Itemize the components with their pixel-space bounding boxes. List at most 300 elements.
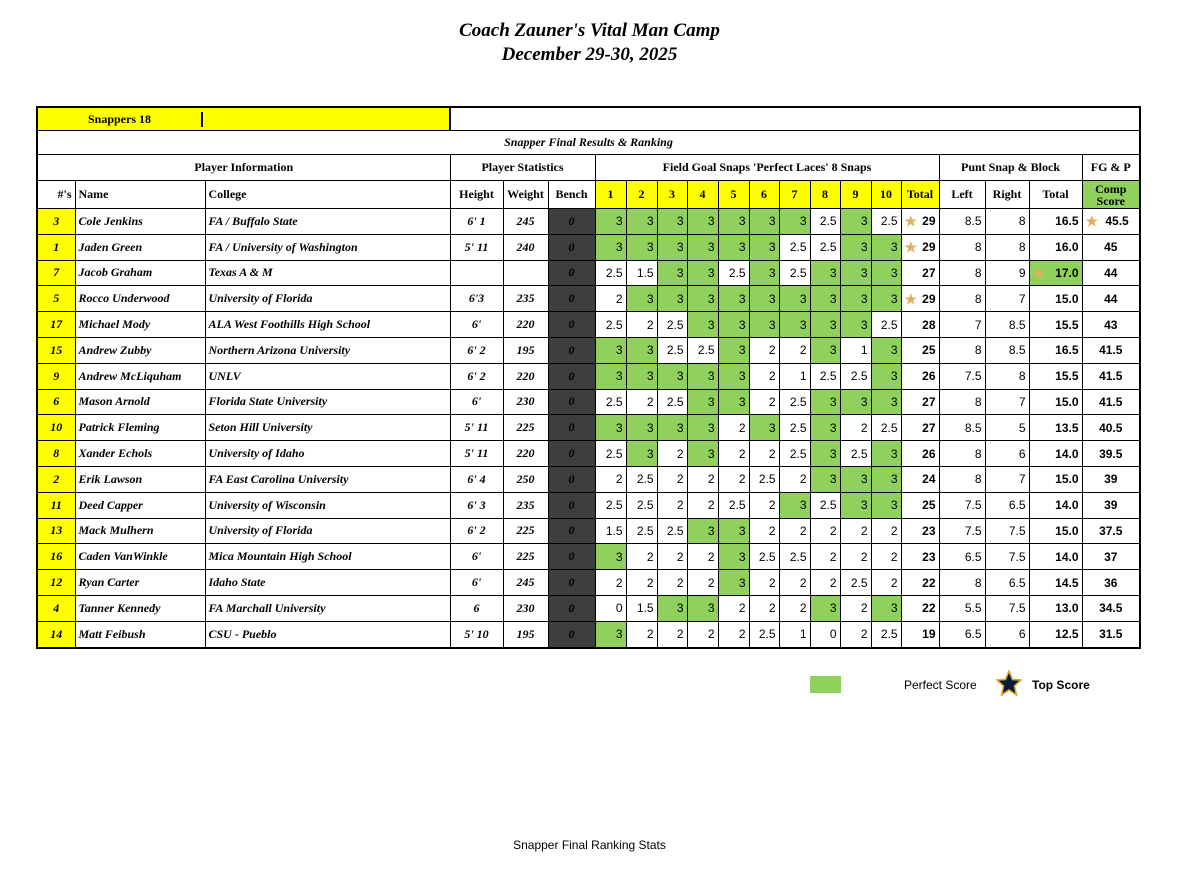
punt-total-value: 14.0	[1055, 446, 1079, 461]
comp-score-value: 37.5	[1099, 523, 1123, 538]
punt-total	[1029, 492, 1082, 518]
snap-score: 2	[779, 337, 810, 363]
snap-score: 3	[810, 337, 840, 363]
snap-score: 2	[749, 518, 779, 544]
punt-right: 6.5	[985, 492, 1029, 518]
snap-score: 2.5	[657, 389, 687, 415]
player-bench: 0	[548, 415, 595, 441]
snap-score: 2.5	[810, 234, 840, 260]
snap-score: 3	[810, 389, 840, 415]
player-college: University of Wisconsin	[205, 492, 450, 518]
section-fgp: FG & P	[1082, 155, 1140, 181]
col-comp-label-1: Comp	[1095, 181, 1127, 196]
snap-score: 3	[595, 337, 626, 363]
punt-total-value: 15.0	[1055, 291, 1079, 306]
snap-score: 3	[840, 209, 871, 235]
comp-score-value: 39	[1104, 498, 1118, 513]
player-rank-number: 15	[37, 337, 75, 363]
snap-score: 2.5	[749, 466, 779, 492]
snap-score: 2	[749, 492, 779, 518]
player-rank-number: 11	[37, 492, 75, 518]
comp-score-value: 45.5	[1105, 214, 1129, 229]
punt-left: 6.5	[939, 621, 985, 647]
punt-total	[1029, 209, 1082, 235]
snap-score: 2	[779, 466, 810, 492]
comp-score	[1082, 621, 1140, 647]
snap-score: 2	[779, 570, 810, 596]
player-college: CSU - Pueblo	[205, 621, 450, 647]
snap-score: 2.5	[657, 518, 687, 544]
section-punt: Punt Snap & Block	[939, 155, 1082, 181]
punt-total-value: 16.0	[1055, 240, 1079, 255]
comp-score	[1082, 595, 1140, 621]
comp-score-value: 39	[1104, 472, 1118, 487]
punt-total-value: 14.0	[1055, 549, 1079, 564]
player-height: 6'	[450, 544, 503, 570]
comp-score	[1082, 234, 1140, 260]
comp-score	[1082, 518, 1140, 544]
table-row	[37, 441, 1140, 467]
punt-total	[1029, 621, 1082, 647]
col-comp-score	[1082, 181, 1140, 209]
player-rank-number: 8	[37, 441, 75, 467]
snap-score: 3	[749, 312, 779, 338]
player-weight: 225	[503, 518, 548, 544]
snap-score: 2.5	[871, 621, 901, 647]
fg-total	[901, 363, 939, 389]
player-weight: 195	[503, 337, 548, 363]
snap-score: 2	[840, 595, 871, 621]
snap-score: 2	[840, 621, 871, 647]
comp-score	[1082, 441, 1140, 467]
player-height: 6'	[450, 570, 503, 596]
table-row	[37, 492, 1140, 518]
comp-score-value: 45	[1104, 240, 1118, 255]
snap-score: 2.5	[595, 312, 626, 338]
snap-score: 3	[657, 415, 687, 441]
player-height: 6' 2	[450, 363, 503, 389]
comp-score-value: 37	[1104, 549, 1118, 564]
snap-score: 3	[840, 286, 871, 312]
snap-score: 2	[810, 544, 840, 570]
table-row	[37, 544, 1140, 570]
player-rank-number: 5	[37, 286, 75, 312]
snap-score: 2	[749, 363, 779, 389]
punt-left: 7.5	[939, 363, 985, 389]
punt-left: 8	[939, 260, 985, 286]
snap-score: 3	[749, 415, 779, 441]
snap-score: 2	[840, 518, 871, 544]
section-player-info: Player Information	[37, 155, 450, 181]
snap-score: 3	[595, 621, 626, 647]
player-college: FA / University of Washington	[205, 234, 450, 260]
snap-score: 3	[810, 466, 840, 492]
snap-score: 2.5	[840, 363, 871, 389]
snap-score: 2	[657, 441, 687, 467]
punt-left: 8	[939, 441, 985, 467]
snap-score: 2.5	[779, 415, 810, 441]
player-name: Tanner Kennedy	[75, 595, 205, 621]
snap-score: 3	[749, 260, 779, 286]
col-college: College	[205, 181, 450, 209]
snap-score: 2.5	[626, 518, 657, 544]
snap-score: 2.5	[779, 389, 810, 415]
player-college: Texas A & M	[205, 260, 450, 286]
snap-score: 3	[595, 209, 626, 235]
snap-score: 2.5	[626, 492, 657, 518]
player-height: 6	[450, 595, 503, 621]
snap-score: 0	[595, 595, 626, 621]
snap-score: 3	[840, 389, 871, 415]
player-bench: 0	[548, 570, 595, 596]
comp-score	[1082, 363, 1140, 389]
fg-total-value: 22	[922, 601, 936, 616]
punt-left: 6.5	[939, 544, 985, 570]
snap-score: 3	[626, 337, 657, 363]
snap-score: 2	[840, 544, 871, 570]
fg-total-value: 26	[922, 446, 936, 461]
snap-score: 3	[687, 595, 718, 621]
punt-right: 8.5	[985, 312, 1029, 338]
snap-score: 2	[657, 544, 687, 570]
col-comp-label-2: Score	[1096, 193, 1125, 208]
fg-total	[901, 337, 939, 363]
player-college: FA Marchall University	[205, 595, 450, 621]
table-row	[37, 570, 1140, 596]
player-weight: 195	[503, 621, 548, 647]
table-row	[37, 286, 1140, 312]
snap-score: 1	[840, 337, 871, 363]
player-college: University of Idaho	[205, 441, 450, 467]
player-rank-number: 1	[37, 234, 75, 260]
snap-score: 3	[871, 260, 901, 286]
snap-score: 3	[810, 441, 840, 467]
fg-total-value: 23	[922, 523, 936, 538]
player-name: Michael Mody	[75, 312, 205, 338]
fg-total	[901, 595, 939, 621]
player-weight: 235	[503, 286, 548, 312]
snap-score: 2	[657, 492, 687, 518]
player-name: Matt Feibush	[75, 621, 205, 647]
punt-total-value: 17.0	[1055, 265, 1079, 280]
fg-total	[901, 466, 939, 492]
col-snap-5: 5	[718, 181, 749, 209]
fg-total	[901, 415, 939, 441]
snap-score: 3	[810, 595, 840, 621]
player-college: ALA West Foothills High School	[205, 312, 450, 338]
player-name: Cole Jenkins	[75, 209, 205, 235]
snap-score: 2.5	[779, 234, 810, 260]
fg-total-value: 25	[922, 343, 936, 358]
player-rank-number: 14	[37, 621, 75, 647]
snap-score: 3	[657, 595, 687, 621]
snap-score: 2.5	[718, 492, 749, 518]
table-row	[37, 595, 1140, 621]
snap-score: 3	[718, 518, 749, 544]
snap-score: 2.5	[779, 544, 810, 570]
snap-score: 3	[871, 466, 901, 492]
punt-total	[1029, 466, 1082, 492]
snap-score: 2.5	[657, 312, 687, 338]
header-blank	[450, 107, 1140, 131]
snap-score: 3	[779, 492, 810, 518]
punt-total	[1029, 234, 1082, 260]
punt-total	[1029, 286, 1082, 312]
player-name: Deed Capper	[75, 492, 205, 518]
player-college: FA East Carolina University	[205, 466, 450, 492]
punt-left: 8	[939, 337, 985, 363]
snap-score: 2	[718, 621, 749, 647]
player-weight: 240	[503, 234, 548, 260]
snap-score: 3	[687, 312, 718, 338]
snap-score: 2.5	[871, 312, 901, 338]
snap-score: 3	[840, 466, 871, 492]
snap-score: 2	[657, 621, 687, 647]
fg-total	[901, 492, 939, 518]
table-row	[37, 337, 1140, 363]
snap-score: 2	[840, 415, 871, 441]
comp-score	[1082, 337, 1140, 363]
player-weight: 220	[503, 441, 548, 467]
player-name: Andrew McLiquham	[75, 363, 205, 389]
snap-score: 3	[595, 234, 626, 260]
player-college: UNLV	[205, 363, 450, 389]
col-right: Right	[985, 181, 1029, 209]
player-college: Florida State University	[205, 389, 450, 415]
player-weight: 230	[503, 595, 548, 621]
snap-score: 3	[871, 337, 901, 363]
comp-score-value: 34.5	[1099, 601, 1123, 616]
snap-score: 3	[779, 209, 810, 235]
snap-score: 3	[871, 595, 901, 621]
punt-total-value: 14.0	[1055, 498, 1079, 513]
player-rank-number: 16	[37, 544, 75, 570]
comp-score-value: 40.5	[1099, 420, 1123, 435]
fg-total	[901, 621, 939, 647]
fg-total-value: 29	[922, 240, 936, 255]
player-weight: 245	[503, 209, 548, 235]
snap-score: 3	[718, 209, 749, 235]
col-snap-7: 7	[779, 181, 810, 209]
snap-score: 2	[595, 466, 626, 492]
snap-score: 1	[779, 621, 810, 647]
player-college: University of Florida	[205, 518, 450, 544]
comp-score	[1082, 415, 1140, 441]
snap-score: 2.5	[840, 570, 871, 596]
snap-score: 3	[718, 337, 749, 363]
snap-score: 2.5	[718, 260, 749, 286]
comp-score-value: 41.5	[1099, 343, 1123, 358]
punt-total-value: 16.5	[1055, 343, 1079, 358]
snap-score: 3	[595, 363, 626, 389]
snap-score: 3	[626, 209, 657, 235]
col-left: Left	[939, 181, 985, 209]
punt-total	[1029, 312, 1082, 338]
snap-score: 2	[779, 595, 810, 621]
snap-score: 3	[718, 234, 749, 260]
table-row	[37, 466, 1140, 492]
fg-total-value: 22	[922, 575, 936, 590]
col-snap-4: 4	[687, 181, 718, 209]
col-punt-total: Total	[1029, 181, 1082, 209]
col-name: Name	[75, 181, 205, 209]
player-bench: 0	[548, 286, 595, 312]
page-title: Coach Zauner's Vital Man Camp	[459, 20, 720, 41]
comp-score-value: 43	[1104, 317, 1118, 332]
punt-total	[1029, 570, 1082, 596]
snap-score: 2	[687, 466, 718, 492]
snap-score: 2	[626, 312, 657, 338]
fg-total	[901, 312, 939, 338]
snap-score: 2	[626, 621, 657, 647]
comp-score	[1082, 260, 1140, 286]
punt-right: 7.5	[985, 544, 1029, 570]
fg-total	[901, 544, 939, 570]
punt-total	[1029, 389, 1082, 415]
table-row	[37, 234, 1140, 260]
fg-total-value: 27	[922, 265, 936, 280]
snap-score: 2	[871, 570, 901, 596]
punt-total	[1029, 595, 1082, 621]
player-name: Mason Arnold	[75, 389, 205, 415]
results-table	[36, 106, 1141, 649]
snap-score: 3	[779, 312, 810, 338]
snap-score: 3	[810, 415, 840, 441]
player-bench: 0	[548, 260, 595, 286]
snap-score: 3	[657, 234, 687, 260]
punt-total-value: 16.5	[1055, 214, 1079, 229]
player-name: Mack Mulhern	[75, 518, 205, 544]
player-bench: 0	[548, 492, 595, 518]
section-field-goal: Field Goal Snaps 'Perfect Laces' 8 Snaps	[595, 155, 939, 181]
snap-score: 3	[749, 286, 779, 312]
fg-total-value: 24	[922, 472, 936, 487]
snap-score: 1	[779, 363, 810, 389]
player-rank-number: 2	[37, 466, 75, 492]
legend-top-label: Top Score	[1032, 678, 1090, 692]
punt-total	[1029, 337, 1082, 363]
punt-total	[1029, 544, 1082, 570]
player-bench: 0	[548, 363, 595, 389]
player-rank-number: 3	[37, 209, 75, 235]
snap-score: 2.5	[749, 621, 779, 647]
punt-total	[1029, 415, 1082, 441]
player-rank-number: 13	[37, 518, 75, 544]
player-name: Rocco Underwood	[75, 286, 205, 312]
snap-score: 2	[718, 466, 749, 492]
punt-right: 8.5	[985, 337, 1029, 363]
punt-total-value: 15.0	[1055, 523, 1079, 538]
punt-right: 8	[985, 363, 1029, 389]
player-height: 6'	[450, 312, 503, 338]
snap-score: 2.5	[595, 441, 626, 467]
fg-total-value: 28	[922, 317, 936, 332]
player-college: University of Florida	[205, 286, 450, 312]
player-bench: 0	[548, 466, 595, 492]
player-bench: 0	[548, 441, 595, 467]
snap-score: 3	[687, 286, 718, 312]
punt-total	[1029, 518, 1082, 544]
group-tag	[37, 107, 450, 131]
punt-total-value: 13.5	[1055, 420, 1079, 435]
col-weight: Weight	[503, 181, 548, 209]
fg-total	[901, 209, 939, 235]
col-bench: Bench	[548, 181, 595, 209]
snap-score: 2	[657, 466, 687, 492]
player-weight: 235	[503, 492, 548, 518]
player-height: 6' 2	[450, 337, 503, 363]
snap-score: 3	[595, 544, 626, 570]
snap-score: 3	[718, 286, 749, 312]
punt-right: 6	[985, 621, 1029, 647]
snap-score: 3	[718, 544, 749, 570]
snap-score: 3	[718, 389, 749, 415]
comp-score	[1082, 466, 1140, 492]
player-name: Erik Lawson	[75, 466, 205, 492]
player-rank-number: 17	[37, 312, 75, 338]
fg-total-value: 27	[922, 420, 936, 435]
col-snap-8: 8	[810, 181, 840, 209]
punt-left: 8	[939, 286, 985, 312]
player-height: 6' 3	[450, 492, 503, 518]
fg-total	[901, 518, 939, 544]
page-subtitle: December 29-30, 2025	[501, 44, 678, 65]
snap-score: 2	[749, 595, 779, 621]
snap-score: 3	[687, 518, 718, 544]
comp-score-value: 36	[1104, 575, 1118, 590]
comp-score	[1082, 209, 1140, 235]
player-college: Idaho State	[205, 570, 450, 596]
comp-score-value: 31.5	[1099, 627, 1123, 642]
snap-score: 2.5	[779, 441, 810, 467]
snap-score: 3	[657, 286, 687, 312]
col-height: Height	[450, 181, 503, 209]
table-row	[37, 260, 1140, 286]
snap-score: 3	[718, 570, 749, 596]
snap-score: 3	[871, 363, 901, 389]
comp-score	[1082, 492, 1140, 518]
col-snap-6: 6	[749, 181, 779, 209]
player-height: 6' 1	[450, 209, 503, 235]
player-height: 6' 4	[450, 466, 503, 492]
snap-score: 3	[871, 286, 901, 312]
fg-total	[901, 441, 939, 467]
comp-score	[1082, 544, 1140, 570]
star-icon: ★	[904, 213, 918, 230]
snap-score: 3	[626, 415, 657, 441]
table-row	[37, 389, 1140, 415]
player-name: Ryan Carter	[75, 570, 205, 596]
comp-score-value: 41.5	[1099, 394, 1123, 409]
fg-total	[901, 286, 939, 312]
snap-score: 3	[626, 363, 657, 389]
snap-score: 2	[595, 286, 626, 312]
fg-total-value: 26	[922, 369, 936, 384]
comp-score	[1082, 389, 1140, 415]
player-weight: 230	[503, 389, 548, 415]
comp-score-value: 39.5	[1099, 446, 1123, 461]
player-college: Northern Arizona University	[205, 337, 450, 363]
player-bench: 0	[548, 209, 595, 235]
player-name: Patrick Fleming	[75, 415, 205, 441]
star-icon: ★	[904, 290, 918, 307]
player-weight: 220	[503, 312, 548, 338]
table-row	[37, 363, 1140, 389]
player-bench: 0	[548, 337, 595, 363]
snap-score: 3	[810, 312, 840, 338]
snap-score: 2.5	[810, 492, 840, 518]
snap-score: 2.5	[657, 337, 687, 363]
